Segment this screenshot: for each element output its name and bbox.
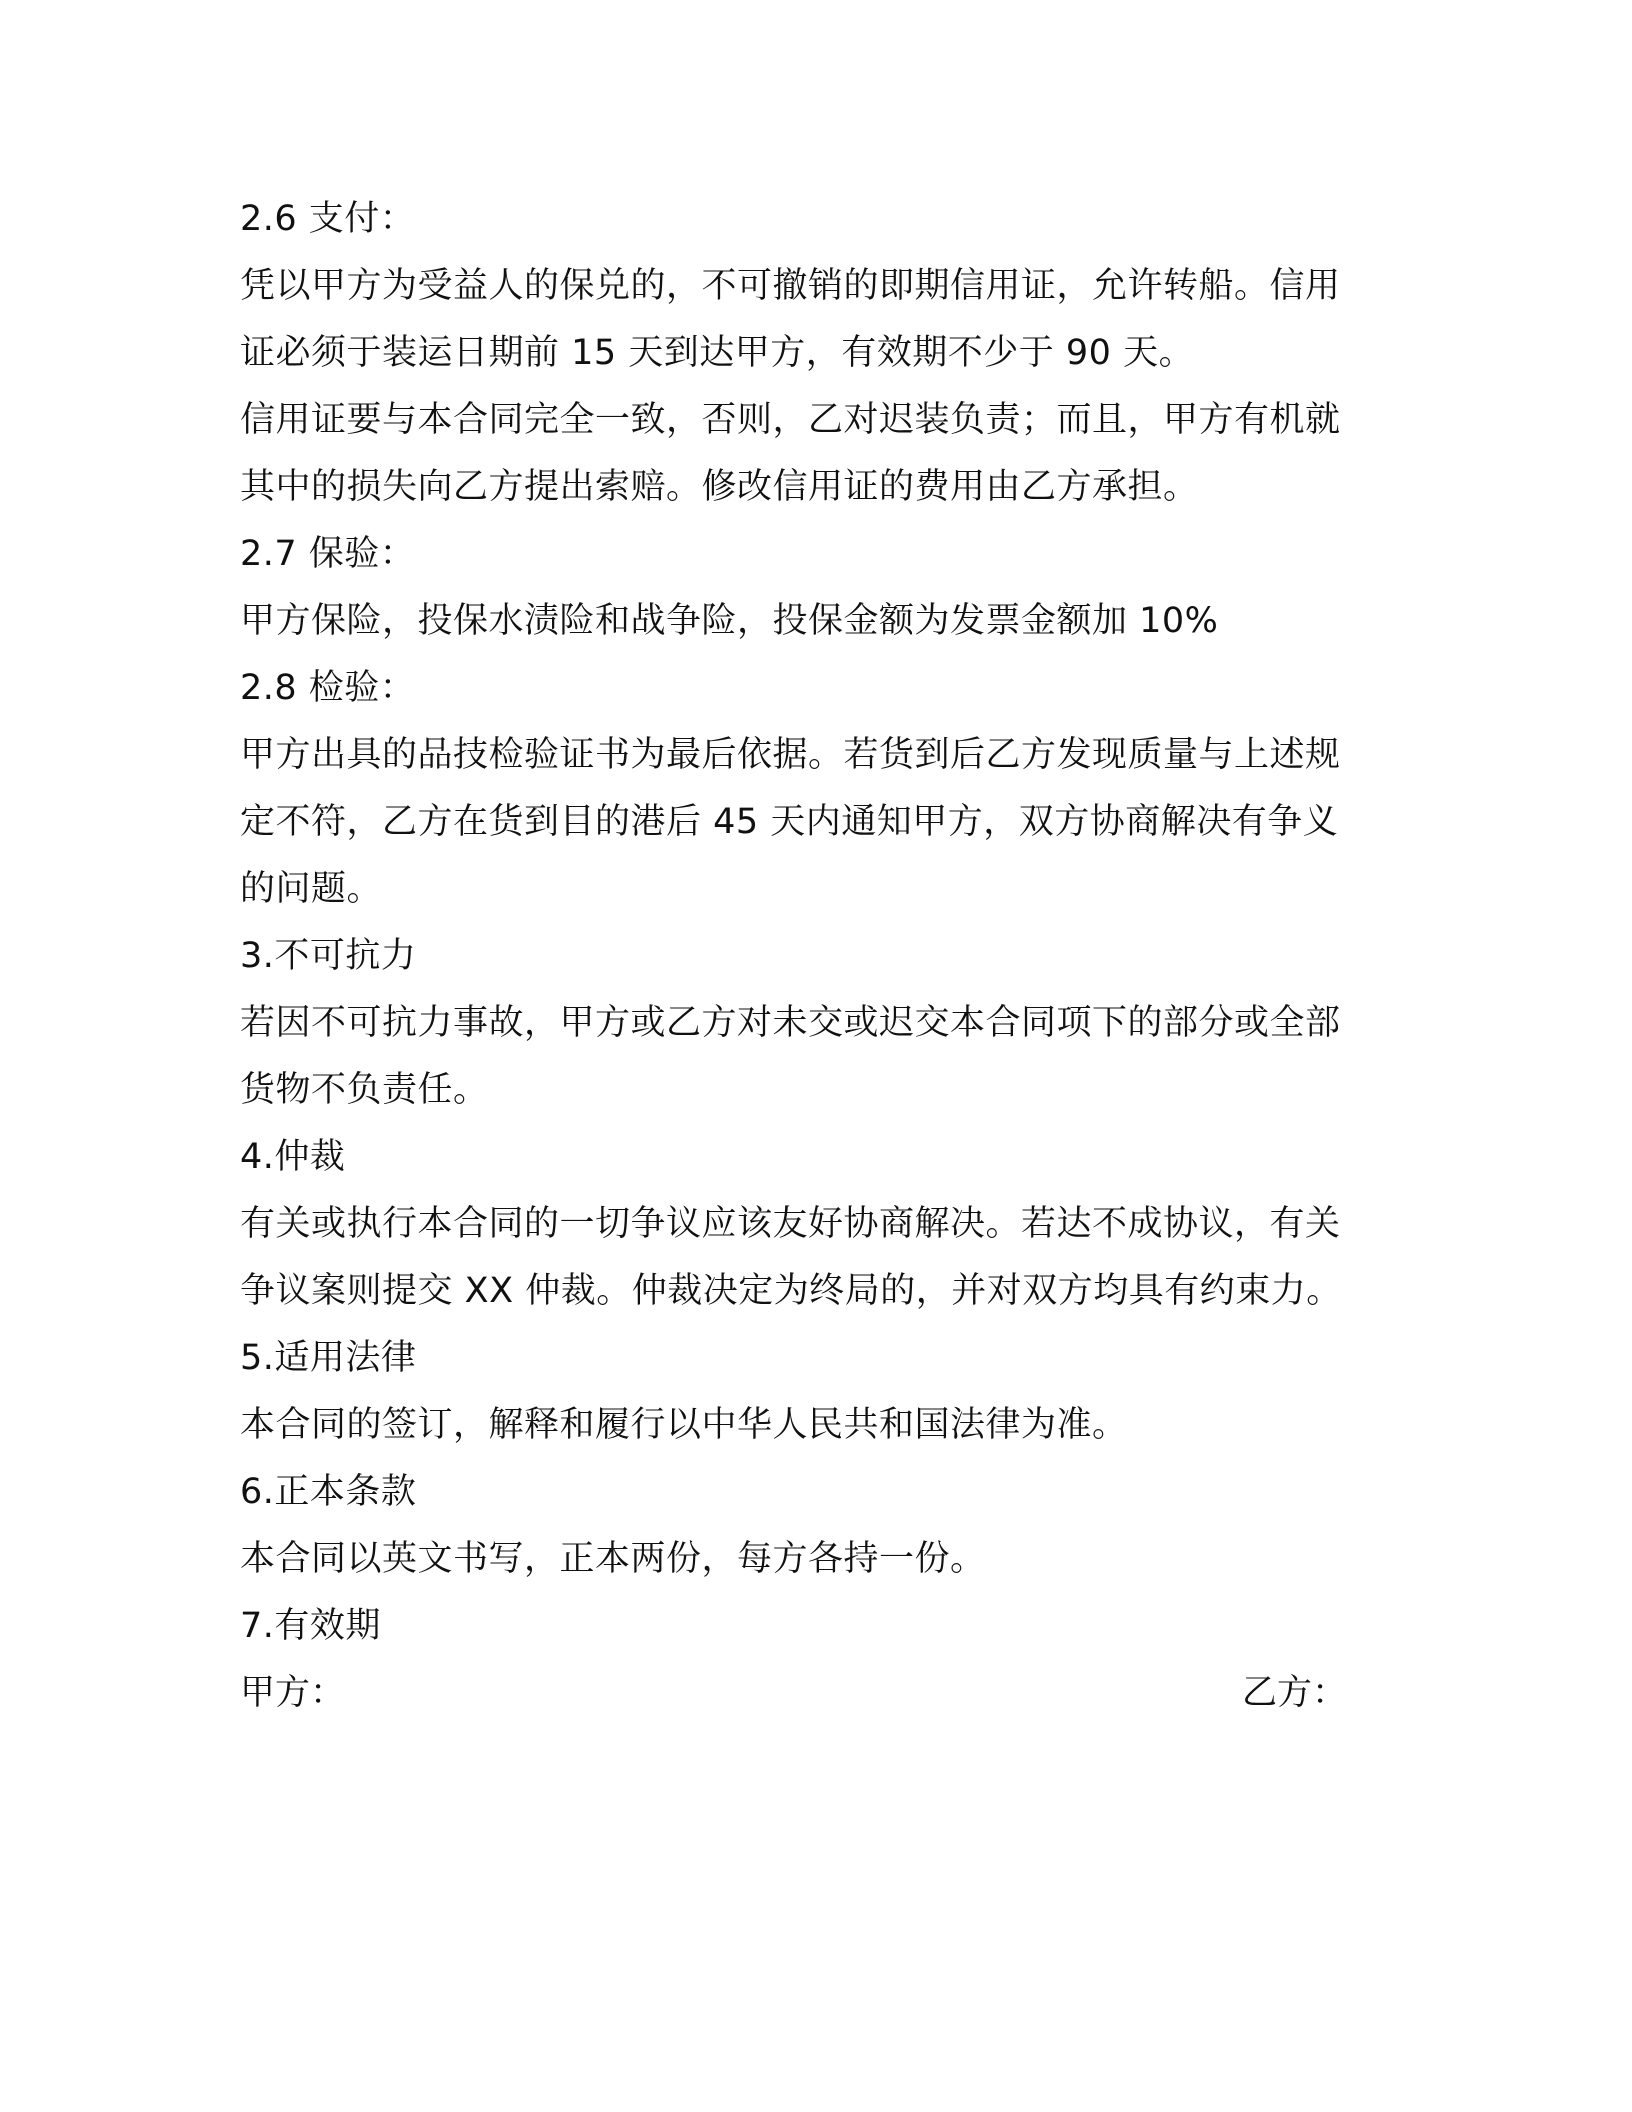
paragraph-line: 本合同以英文书写，正本两份，每方各持一份。 bbox=[240, 1539, 986, 1579]
section-heading-arbitration: 4.仲裁 bbox=[240, 1137, 346, 1177]
section-heading-validity: 7.有效期 bbox=[240, 1606, 381, 1646]
paragraph-line: 本合同的签订，解释和履行以中华人民共和国法律为准。 bbox=[240, 1405, 1128, 1445]
paragraph-line: 货物不负责任。 bbox=[240, 1070, 489, 1110]
paragraph-line: 的问题。 bbox=[240, 869, 383, 909]
paragraph-line: 其中的损失向乙方提出索赔。修改信用证的费用由乙方承担。 bbox=[240, 467, 1199, 507]
contract-body bbox=[240, 186, 1390, 1727]
paragraph-line: 证必须于装运日期前 15 天到达甲方，有效期不少于 90 天。 bbox=[240, 333, 1195, 373]
section-heading-payment: 2.6 支付： bbox=[240, 199, 416, 239]
paragraph-line: 凭以甲方为受益人的保兑的，不可撤销的即期信用证，允许转船。信用 bbox=[240, 266, 1341, 306]
party-a-signature-label: 甲方： bbox=[240, 1673, 346, 1713]
section-heading-original-copies: 6.正本条款 bbox=[240, 1472, 417, 1512]
paragraph-line: 信用证要与本合同完全一致，否则，乙对迟装负责；而且，甲方有机就 bbox=[240, 400, 1341, 440]
section-heading-insurance: 2.7 保验： bbox=[240, 534, 416, 574]
paragraph-line: 争议案则提交 XX 仲裁。仲裁决定为终局的，并对双方均具有约束力。 bbox=[240, 1271, 1342, 1311]
paragraph-line: 甲方保险，投保水渍险和战争险，投保金额为发票金额加 10% bbox=[240, 601, 1219, 641]
paragraph-line: 甲方出具的品技检验证书为最后依据。若货到后乙方发现质量与上述规 bbox=[240, 735, 1341, 775]
party-b-signature-label: 乙方： bbox=[1242, 1673, 1348, 1713]
section-heading-applicable-law: 5.适用法律 bbox=[240, 1338, 417, 1378]
paragraph-line: 若因不可抗力事故，甲方或乙方对未交或迟交本合同项下的部分或全部 bbox=[240, 1003, 1341, 1043]
signature-row bbox=[240, 1660, 1390, 1727]
paragraph-line: 定不符，乙方在货到目的港后 45 天内通知甲方，双方协商解决有争义 bbox=[240, 802, 1339, 842]
paragraph-line: 有关或执行本合同的一切争议应该友好协商解决。若达不成协议，有关 bbox=[240, 1204, 1341, 1244]
section-heading-force-majeure: 3.不可抗力 bbox=[240, 936, 417, 976]
section-heading-inspection: 2.8 检验： bbox=[240, 668, 416, 708]
